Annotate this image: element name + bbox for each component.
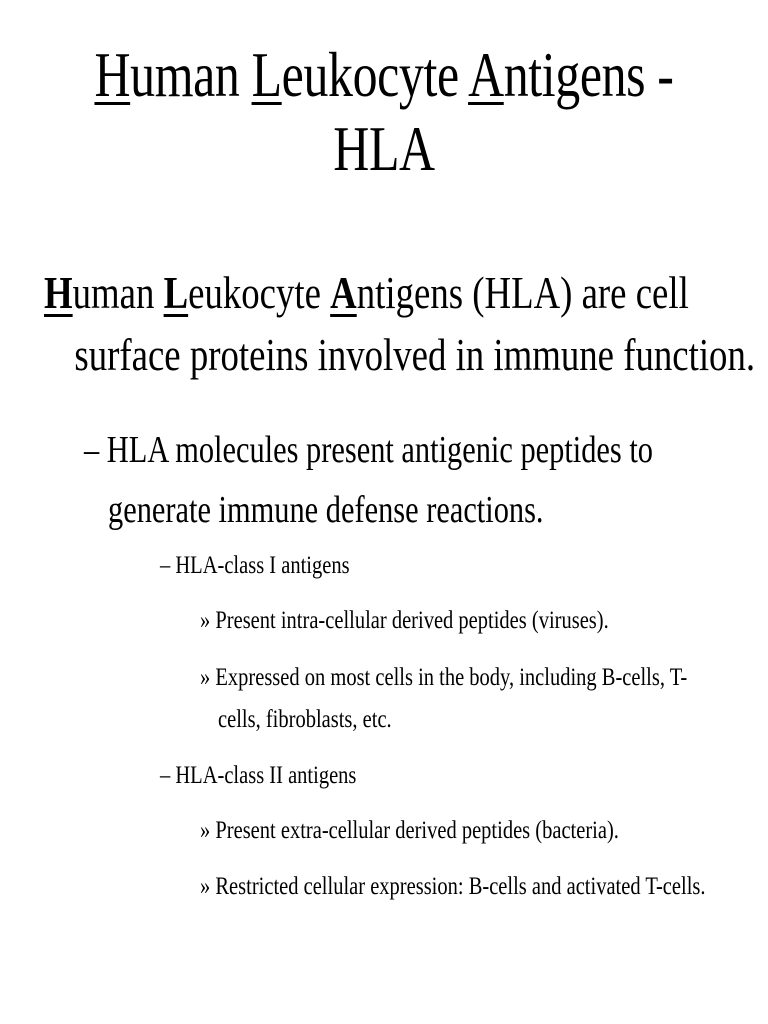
- class2-item-2-text: Restricted cellular expression: B-cells and activated T-cells.: [215, 873, 706, 900]
- title-letter-l: L: [251, 39, 282, 110]
- class2-item-2-bullet: »: [200, 873, 211, 900]
- class1-dash: –: [160, 552, 171, 579]
- class2-item-1-bullet: »: [200, 817, 211, 844]
- class1-item-2-bullet: »: [200, 664, 211, 691]
- class1-item-2: [200, 657, 687, 741]
- title-word-eukocyte: eukocyte: [281, 39, 469, 110]
- class2-heading-text: HLA-class II antigens: [175, 762, 357, 789]
- class2-item-1-text: Present extra-cellular derived peptides (bacteria).: [215, 817, 619, 844]
- sub-text-1: HLA molecules present antigenic peptides to: [106, 429, 654, 471]
- intro-word-eukocyte: eukocyte: [188, 267, 331, 318]
- title-line-2: HLA: [333, 113, 435, 184]
- intro-paragraph: [44, 262, 756, 386]
- class1-item-1-bullet: »: [200, 607, 211, 634]
- title-word-uman: uman: [130, 39, 252, 110]
- sub-point: [84, 420, 740, 540]
- title-letter-a: A: [468, 39, 504, 110]
- intro-line-2: surface proteins involved in immune function.: [74, 329, 756, 380]
- title-line-1: [84, 38, 683, 112]
- class1-item-2-text-2: cells, fibroblasts, etc.: [218, 706, 392, 733]
- sub-line-1: [84, 429, 653, 471]
- intro-letter-l: L: [163, 267, 189, 318]
- intro-letter-a: A: [330, 267, 357, 318]
- class1-heading-text: HLA-class I antigens: [175, 552, 350, 579]
- class1-heading: [160, 550, 350, 582]
- title-word-ntigens: ntigens -: [503, 39, 674, 110]
- class1-item-1-text: Present intra-cellular derived peptides (viruses).: [215, 607, 609, 634]
- class2-heading: [160, 760, 356, 792]
- intro-letter-h: H: [44, 267, 73, 318]
- class1-item-2-text-1: Expressed on most cells in the body, including B-cells, T-: [215, 664, 688, 691]
- intro-line-1: [44, 267, 689, 318]
- class2-item-1: [200, 810, 619, 852]
- class1-item-1: [200, 600, 609, 642]
- class2-dash: –: [160, 762, 171, 789]
- intro-word-uman: uman: [72, 267, 164, 318]
- sub-dash: –: [84, 429, 100, 471]
- slide-title: [84, 38, 683, 186]
- intro-rest-line-1: ntigens (HLA) are cell: [356, 267, 689, 318]
- title-letter-h: H: [94, 39, 131, 110]
- sub-line-2: generate immune defense reactions.: [108, 489, 544, 531]
- class2-item-2: [200, 866, 706, 908]
